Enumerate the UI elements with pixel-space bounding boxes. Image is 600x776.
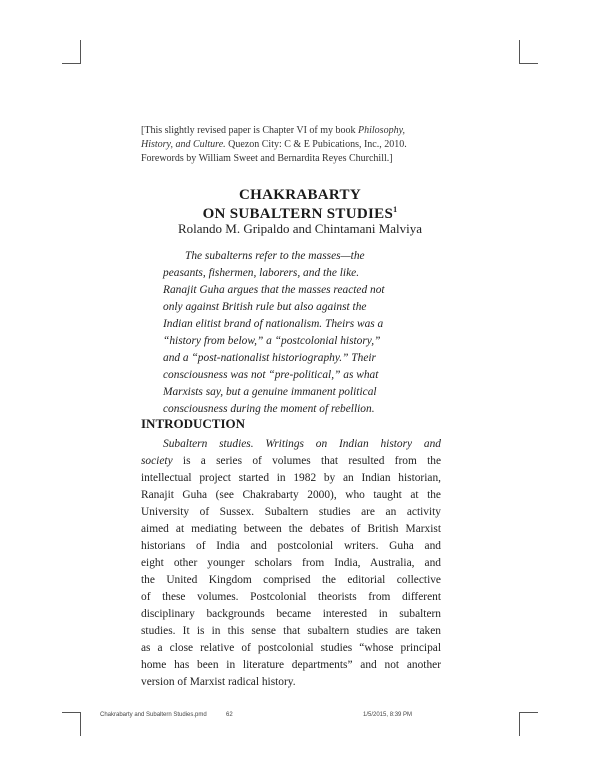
abstract-line: only against British rule but also against the (163, 301, 367, 313)
abstract-line: peasants, fishermen, laborers, and the like. (163, 267, 360, 279)
body-line: home has been in literature departments” and not another (141, 659, 441, 671)
footer-timestamp: 1/5/2015, 8:39 PM (363, 712, 413, 718)
body-line: studies. It is in this sense that subaltern studies are taken (141, 625, 441, 637)
abstract-line: and a “post-nationalist historiography.” Their (163, 352, 376, 364)
abstract-line: Ranajit Guha argues that the masses reacted not (163, 284, 385, 296)
body-line: aimed at mediating between the debates of British Marxist (141, 523, 441, 535)
article-title-line-1: CHAKRABARTY (239, 187, 361, 203)
body-line: the United Kingdom comprised the editorial collective (141, 574, 441, 586)
italic-text: Subaltern studies. Writings on Indian history and (163, 438, 441, 450)
crop-mark-top-left-v (80, 40, 81, 64)
crop-mark-bottom-left-h (62, 712, 80, 713)
note-text: [This slightly revised paper is Chapter VI of my book (141, 125, 359, 136)
crop-mark-top-right-h (520, 63, 538, 64)
book-title-part: Philosophy, (358, 125, 405, 136)
body-text: is a series of volumes that resulted from the (172, 455, 441, 467)
note-text: Forewords by William Sweet and Bernardita Reyes Churchill.] (141, 153, 393, 164)
authors: Rolando M. Gripaldo and Chintamani Malviya (177, 221, 423, 236)
publication-note (141, 124, 441, 166)
body-line (141, 453, 441, 470)
body-line: version of Marxist radical history. (141, 676, 296, 688)
abstract-line: The subalterns refer to the masses—the (185, 250, 365, 262)
body-line: University of Sussex. Subaltern studies are an activity (141, 506, 441, 518)
italic-text: society (141, 455, 173, 467)
crop-mark-bottom-right-v (519, 712, 520, 736)
book-title-part: History, and Culture. (141, 139, 226, 150)
abstract-line: consciousness was not “pre-political,” as what (163, 369, 379, 381)
section-heading: INTRODUCTION (141, 416, 246, 431)
body-line: of these volumes. Postcolonial theorists from different (141, 591, 441, 603)
body-line: as a close relative of postcolonial studies “whose principal (141, 642, 441, 654)
article-title-text: ON SUBALTERN STUDIES (202, 206, 394, 222)
footnote-marker[interactable]: 1 (393, 205, 398, 214)
crop-mark-top-right-v (519, 40, 520, 64)
abstract-line: “history from below,” a “postcolonial history,” (163, 335, 381, 347)
body-line: intellectual project started in 1982 by an Indian historian, (141, 472, 441, 484)
abstract (163, 248, 441, 418)
body-line: Ranajit Guha (see Chakrabarty 2000), who taught at the (141, 489, 441, 501)
body-paragraph (141, 436, 441, 691)
footer-page-number: 62 (226, 712, 233, 718)
crop-mark-bottom-left-v (80, 712, 81, 736)
crop-mark-top-left-h (62, 63, 80, 64)
abstract-line: Indian elitist brand of nationalism. Theirs was a (163, 318, 384, 330)
footer-filename: Chakrabarty and Subaltern Studies.pmd (100, 712, 207, 718)
body-line: historians of India and postcolonial writers. Guha and (141, 540, 441, 552)
abstract-line: Marxists say, but a genuine immanent political (163, 386, 377, 398)
crop-mark-bottom-right-h (520, 712, 538, 713)
body-line (141, 436, 441, 453)
note-text: Quezon City: C & E Pubications, Inc., 2010. (225, 139, 407, 150)
abstract-line: consciousness during the moment of rebellion. (163, 403, 375, 415)
body-line: disciplinary backgrounds became interested in subaltern (141, 608, 441, 620)
body-line: eight other younger scholars from India, Australia, and (141, 557, 441, 569)
